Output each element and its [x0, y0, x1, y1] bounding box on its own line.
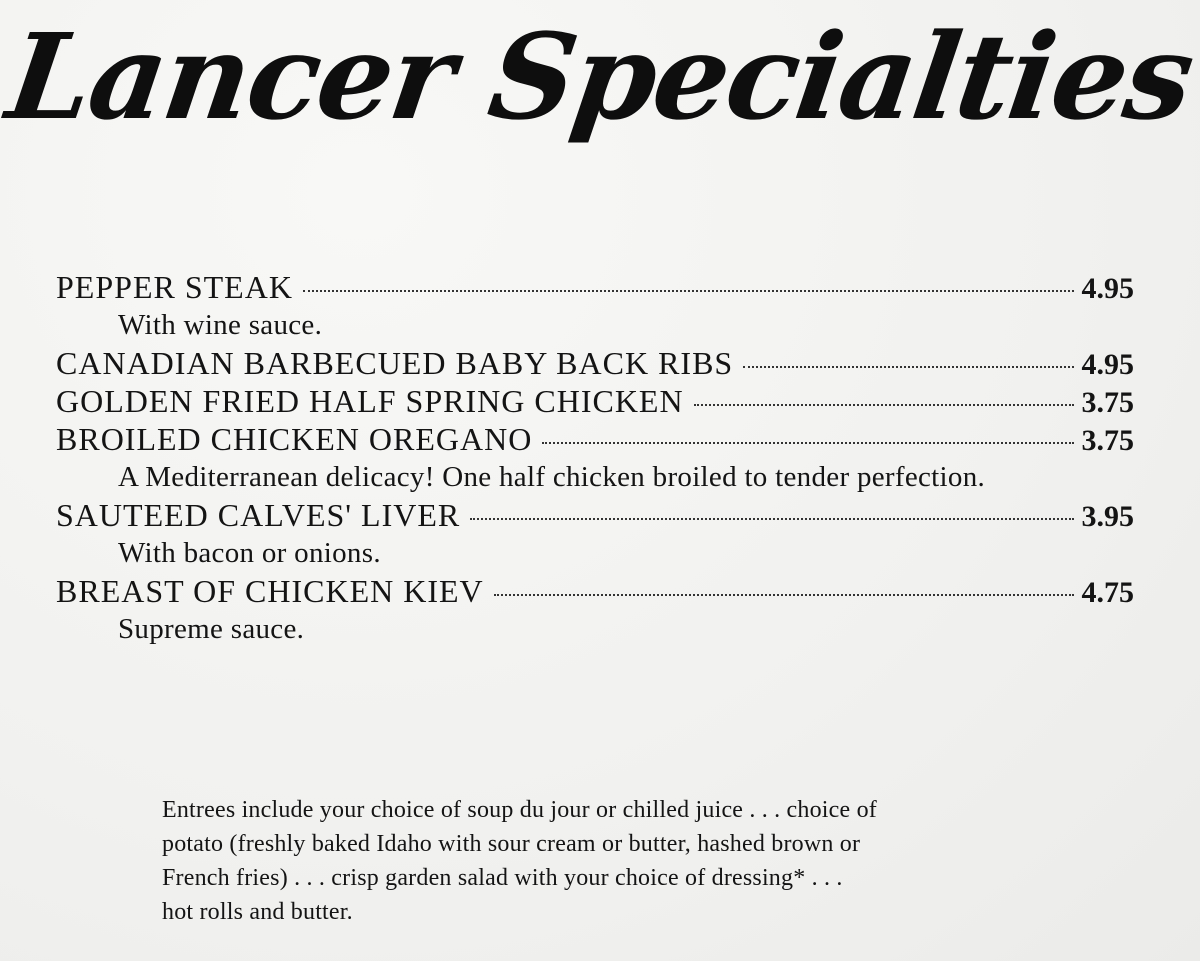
footnote-line: hot rolls and butter. — [162, 899, 353, 925]
dot-leader — [542, 442, 1073, 444]
dot-leader — [470, 518, 1073, 520]
dot-leader — [494, 594, 1074, 596]
item-price: 3.75 — [1081, 386, 1134, 419]
dot-leader — [303, 290, 1074, 292]
item-name: PEPPER STEAK — [56, 269, 293, 305]
menu-item — [56, 344, 1146, 382]
item-price: 4.95 — [1081, 272, 1134, 305]
menu-item — [56, 268, 1146, 306]
menu-title: Lancer Specialties — [0, 7, 1200, 146]
item-name: BROILED CHICKEN OREGANO — [56, 421, 533, 457]
item-description: Supreme sauce. — [118, 613, 305, 645]
dot-leader — [743, 366, 1073, 368]
item-description: With bacon or onions. — [118, 537, 381, 569]
item-description: A Mediterranean delicacy! One half chicken broiled to tender perfection. — [118, 461, 986, 493]
item-description: With wine sauce. — [118, 309, 323, 341]
footnote-line: potato (freshly baked Idaho with sour cream or butter, hashed brown or — [162, 831, 861, 857]
footnote-line: Entrees include your choice of soup du jour or chilled juice . . . choice of — [162, 797, 877, 823]
menu-item — [56, 496, 1146, 534]
item-price: 4.75 — [1081, 576, 1134, 609]
menu-item — [56, 572, 1146, 610]
item-price: 3.95 — [1081, 500, 1134, 533]
item-price: 3.75 — [1081, 424, 1134, 457]
menu-list — [56, 268, 1146, 648]
footnote-line: French fries) . . . crisp garden salad with your choice of dressing* . . . — [162, 865, 843, 891]
item-name: BREAST OF CHICKEN KIEV — [56, 573, 484, 609]
item-price: 4.95 — [1081, 348, 1134, 381]
item-name: GOLDEN FRIED HALF SPRING CHICKEN — [56, 383, 684, 419]
item-name: CANADIAN BARBECUED BABY BACK RIBS — [56, 345, 734, 381]
entree-footnote — [162, 793, 1042, 929]
menu-item — [56, 420, 1146, 458]
menu-item — [56, 382, 1146, 420]
item-name: SAUTEED CALVES' LIVER — [56, 497, 461, 533]
dot-leader — [694, 404, 1074, 406]
